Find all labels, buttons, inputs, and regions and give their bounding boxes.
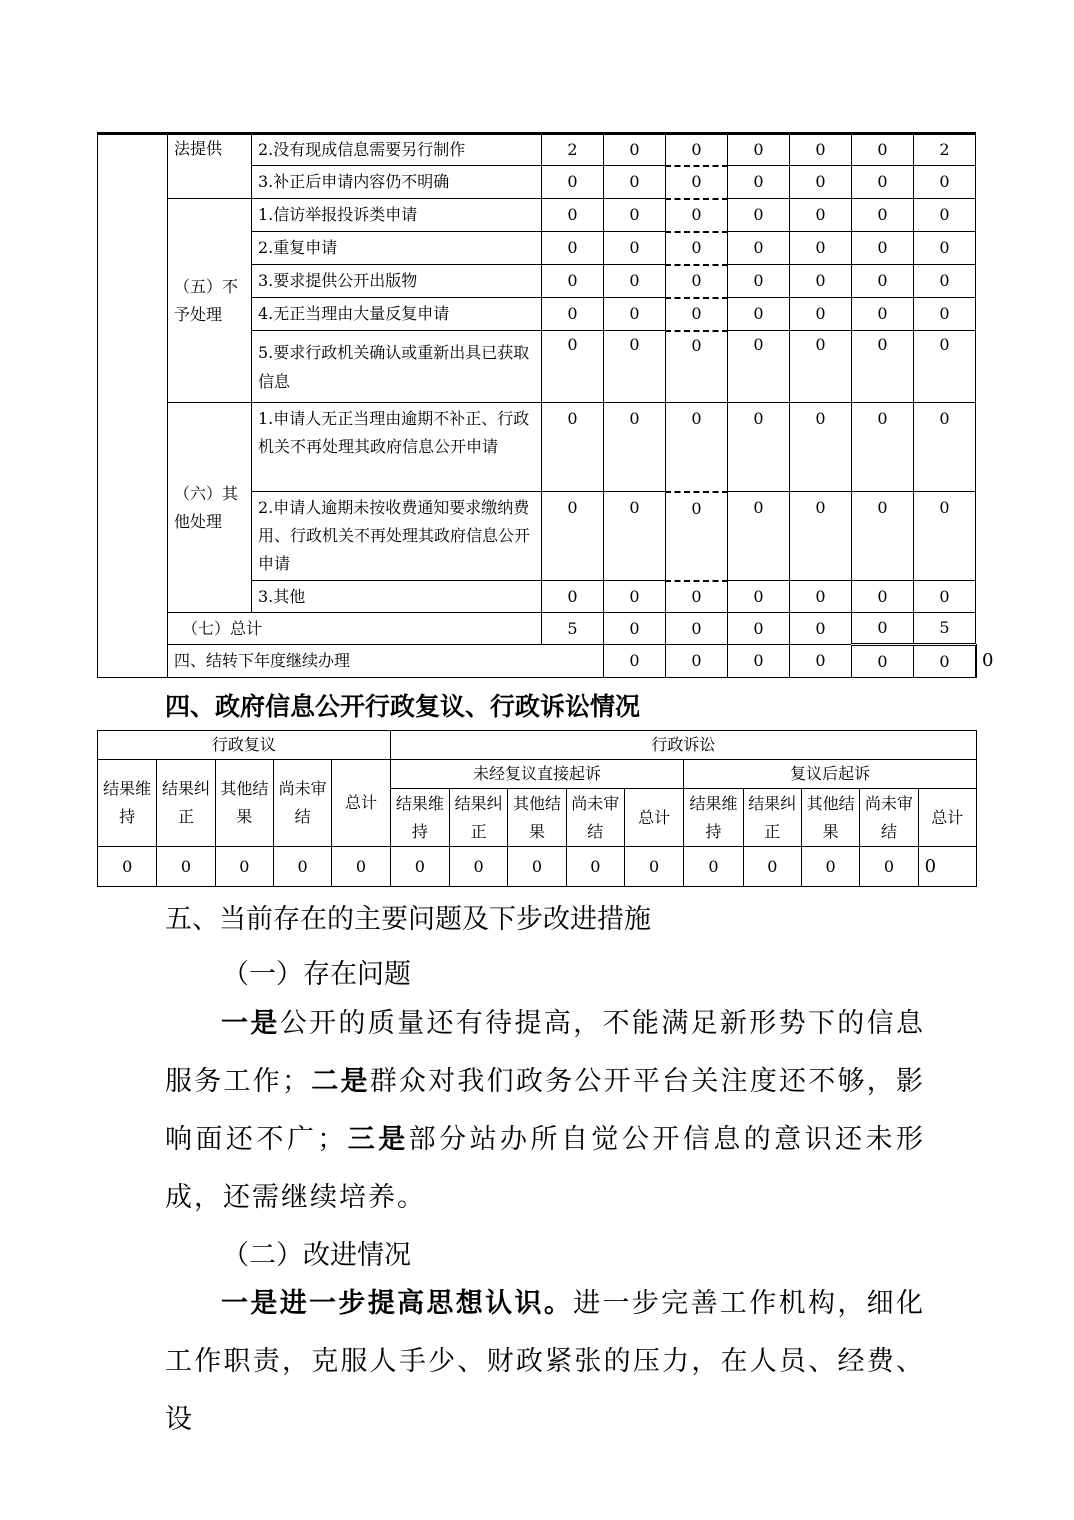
value-cell: 0 — [604, 265, 666, 298]
value-cell: 0 — [542, 298, 604, 331]
value-cell: 0 — [852, 265, 914, 298]
value-cell: 0 — [914, 581, 976, 613]
bold-lead: 三是 — [346, 1124, 409, 1155]
carryover-value: 0 — [914, 645, 976, 678]
item-cell: 3.其他 — [252, 581, 542, 613]
total-value: 5 — [914, 613, 976, 645]
value-cell: 0 — [604, 232, 666, 265]
value-cell: 0 — [914, 331, 976, 403]
group-cell: 法提供 — [168, 134, 252, 199]
value-cell: 0 — [801, 847, 859, 887]
item-cell: 3.要求提供公开出版物 — [252, 265, 542, 298]
value-cell: 0 — [728, 581, 790, 613]
col-header: 结果纠正 — [743, 789, 801, 847]
value-cell: 0 — [215, 847, 273, 887]
value-cell: 0 — [566, 847, 624, 887]
value-cell: 0 — [728, 331, 790, 403]
value-cell: 0 — [914, 298, 976, 331]
value-cell: 0 — [604, 134, 666, 166]
carryover-value: 0 — [666, 645, 728, 678]
value-cell: 0 — [604, 492, 666, 581]
item-cell: 1.申请人无正当理由逾期不补正、行政机关不再处理其政府信息公开申请 — [252, 403, 542, 492]
section-4-title: 四、政府信息公开行政复议、行政诉讼情况 — [165, 692, 641, 721]
value-cell: 0 — [666, 265, 728, 298]
carryover-value: 0 — [728, 645, 790, 678]
bold-lead: 一是进一步提高思想认识。 — [221, 1288, 574, 1319]
value-cell: 0 — [604, 199, 666, 232]
value-cell: 0 — [790, 403, 852, 492]
col-header: 结果纠正 — [157, 760, 215, 847]
value-cell: 0 — [790, 232, 852, 265]
total-label: （七）总计 — [168, 613, 542, 645]
item-cell: 1.信访举报投诉类申请 — [252, 199, 542, 232]
direct-suit-header: 未经复议直接起诉 — [390, 760, 684, 789]
value-cell: 0 — [743, 847, 801, 887]
processing-results-table — [97, 132, 994, 678]
after-review-suit-header: 复议后起诉 — [684, 760, 977, 789]
value-cell: 2 — [914, 134, 976, 166]
col-header: 其他结果 — [508, 789, 566, 847]
value-cell: 2 — [542, 134, 604, 166]
col-header: 尚未审结 — [273, 760, 331, 847]
value-cell: 0 — [728, 403, 790, 492]
item-cell: 3.补正后申请内容仍不明确 — [252, 166, 542, 199]
value-cell: 0 — [790, 492, 852, 581]
value-cell: 0 — [604, 331, 666, 403]
value-cell: 0 — [332, 847, 390, 887]
value-cell: 0 — [666, 492, 728, 581]
value-cell: 0 — [684, 847, 743, 887]
subsection-improvement-title: （二）改进情况 — [222, 1240, 411, 1271]
value-cell: 0 — [604, 581, 666, 613]
value-cell: 0 — [790, 134, 852, 166]
value-cell: 0 — [852, 331, 914, 403]
col-header: 尚未审结 — [566, 789, 624, 847]
total-value: 5 — [542, 613, 604, 645]
value-cell: 0 — [914, 265, 976, 298]
carryover-value: 0 — [976, 645, 977, 678]
total-value: 0 — [666, 613, 728, 645]
item-cell: 2.重复申请 — [252, 232, 542, 265]
carryover-value: 0 — [852, 645, 914, 678]
col-header: 其他结果 — [215, 760, 273, 847]
value-cell: 0 — [624, 847, 683, 887]
total-value: 0 — [604, 613, 666, 645]
value-cell: 0 — [666, 331, 728, 403]
value-cell: 0 — [542, 331, 604, 403]
item-cell: 2.申请人逾期未按收费通知要求缴纳费用、行政机关不再处理其政府信息公开申请 — [252, 492, 542, 581]
col-header: 总计 — [918, 789, 976, 847]
subsection-problems-title: （一）存在问题 — [222, 959, 411, 990]
col-header: 结果维持 — [98, 760, 157, 847]
value-cell: 0 — [666, 403, 728, 492]
value-cell: 0 — [914, 166, 976, 199]
value-cell: 0 — [666, 232, 728, 265]
value-cell: 0 — [273, 847, 331, 887]
value-cell: 0 — [449, 847, 507, 887]
problems-paragraph — [165, 995, 925, 1227]
value-cell: 0 — [728, 166, 790, 199]
value-cell: 0 — [666, 166, 728, 199]
carryover-label: 四、结转下年度继续办理 — [168, 645, 604, 678]
text-run: 公开的质量还有待提高，不能满足新形势下的信息服务工作； — [165, 1008, 926, 1097]
value-cell: 0 — [157, 847, 215, 887]
group-cell: （五）不予处理 — [168, 199, 252, 403]
value-cell: 0 — [790, 199, 852, 232]
value-cell: 0 — [852, 492, 914, 581]
value-cell: 0 — [852, 581, 914, 613]
value-cell: 0 — [914, 199, 976, 232]
bold-lead: 二是 — [310, 1066, 370, 1097]
outer-left-cell — [98, 134, 168, 678]
value-cell: 0 — [914, 403, 976, 492]
value-cell: 0 — [390, 847, 449, 887]
value-cell: 0 — [542, 403, 604, 492]
value-cell: 0 — [790, 166, 852, 199]
total-value: 0 — [852, 613, 914, 645]
value-cell: 0 — [790, 331, 852, 403]
admin-review-header: 行政复议 — [98, 731, 391, 760]
value-cell: 0 — [852, 199, 914, 232]
value-cell: 0 — [666, 134, 728, 166]
item-cell: 2.没有现成信息需要另行制作 — [252, 134, 542, 166]
value-cell: 0 — [604, 298, 666, 331]
text-run: 群众对我们政务公开平台关注度还不够，影响面还不广； — [165, 1066, 926, 1155]
total-value: 0 — [728, 613, 790, 645]
value-cell: 0 — [790, 581, 852, 613]
col-header: 结果纠正 — [449, 789, 507, 847]
value-cell: 0 — [728, 298, 790, 331]
value-cell: 0 — [604, 166, 666, 199]
value-cell: 0 — [98, 847, 157, 887]
value-cell: 0 — [728, 492, 790, 581]
text-run: 部分站办所自觉公开信息的意识还未形成，还需继续培养。 — [165, 1124, 926, 1213]
item-cell: 4.无正当理由大量反复申请 — [252, 298, 542, 331]
value-cell: 0 — [508, 847, 566, 887]
value-cell: 0 — [666, 199, 728, 232]
value-cell: 0 — [542, 199, 604, 232]
col-header: 总计 — [332, 760, 390, 847]
value-cell: 0 — [604, 403, 666, 492]
group-cell: （六）其他处理 — [168, 403, 252, 613]
carryover-value: 0 — [604, 645, 666, 678]
value-cell: 0 — [728, 199, 790, 232]
value-cell: 0 — [542, 232, 604, 265]
value-cell: 0 — [852, 134, 914, 166]
admin-litigation-header: 行政诉讼 — [390, 731, 976, 760]
value-cell: 0 — [542, 581, 604, 613]
value-cell: 0 — [918, 847, 976, 887]
value-cell: 0 — [852, 232, 914, 265]
value-cell: 0 — [852, 166, 914, 199]
improvement-paragraph — [165, 1275, 925, 1449]
review-litigation-table — [97, 730, 977, 887]
col-header: 其他结果 — [801, 789, 859, 847]
carryover-value: 0 — [790, 645, 852, 678]
value-cell: 0 — [728, 265, 790, 298]
value-cell: 0 — [790, 265, 852, 298]
value-cell: 0 — [666, 581, 728, 613]
col-header: 结果维持 — [684, 789, 743, 847]
value-cell: 0 — [852, 403, 914, 492]
total-value: 0 — [790, 613, 852, 645]
col-header: 结果维持 — [390, 789, 449, 847]
col-header: 尚未审结 — [860, 789, 918, 847]
value-cell: 0 — [728, 232, 790, 265]
bold-lead: 一是 — [221, 1008, 280, 1039]
value-cell: 0 — [542, 492, 604, 581]
value-cell: 0 — [542, 265, 604, 298]
value-cell: 0 — [914, 492, 976, 581]
value-cell: 0 — [790, 298, 852, 331]
value-cell: 0 — [728, 134, 790, 166]
value-cell: 0 — [852, 298, 914, 331]
value-cell: 0 — [666, 298, 728, 331]
value-cell: 0 — [860, 847, 918, 887]
value-cell: 0 — [542, 166, 604, 199]
text-run: 进一步完善工作机构，细化工作职责，克服人手少、财政紧张的压力，在人员、经费、设 — [165, 1288, 926, 1435]
item-cell: 5.要求行政机关确认或重新出具已获取信息 — [252, 331, 542, 403]
section-5-title: 五、当前存在的主要问题及下步改进措施 — [165, 904, 651, 935]
col-header: 总计 — [624, 789, 683, 847]
value-cell: 0 — [914, 232, 976, 265]
